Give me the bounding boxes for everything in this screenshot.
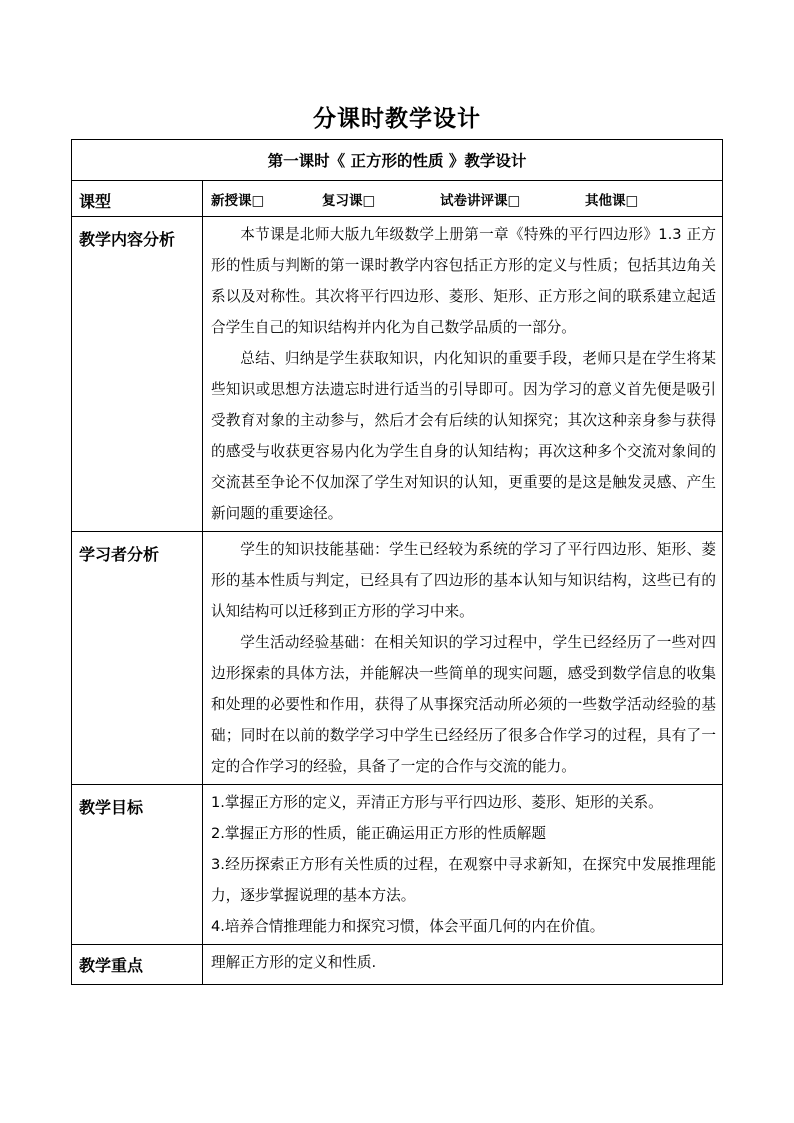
objective-item: 3.经历探索正方形有关性质的过程，在观察中寻求新知，在探究中发展推理能力，逐步掌握说理的基本方法。 [211, 856, 717, 904]
learner-analysis-paragraph: 学生的知识技能基础：学生已经较为系统的学习了平行四边形、矩形、菱形的基本性质与判定，已经具有了四边形的基本认知与知识结构，这些已有的认知结构可以迁移到正方形的学习中来。 [211, 541, 717, 620]
content-analysis-body [203, 217, 723, 532]
objective-item: 2.掌握正方形的性质，能正确运用正方形的性质解题 [211, 825, 546, 842]
lesson-type-options [211, 189, 722, 209]
key-points-row [72, 945, 723, 985]
lesson-header: 第一课时《 正方形的性质 》教学设计 [72, 140, 723, 181]
page-title: 分课时教学设计 [313, 106, 481, 132]
lesson-type-option-exam-review[interactable]: 试卷讲评课□ [440, 192, 521, 209]
objectives-body [203, 785, 723, 945]
lesson-plan-table [71, 139, 723, 985]
learner-analysis-body [203, 532, 723, 785]
learner-analysis-paragraph: 学生活动经验基础：在相关知识的学习过程中，学生已经经历了一些对四边形探索的具体方法，并能解决一些简单的现实问题，感受到数学信息的收集和处理的必要性和作用，获得了从事探究活动所必须的一些数学活动经验的基础；同时在以前的数学学习中学生已经经历了很多合作学习的过程，具有了一定的合作学习的经验，具备了一定的合作与交流的能力。 [211, 634, 717, 775]
content-analysis-row [72, 217, 723, 532]
learner-analysis-label: 学习者分析 [72, 532, 203, 785]
content-analysis-paragraph: 总结、归纳是学生获取知识，内化知识的重要手段，老师只是在学生将某些知识或思想方法遗忘时进行适当的引导即可。因为学习的意义首先便是吸引受教育对象的主动参与，然后才会有后续的认知探究；其次这种亲身参与获得的感受与收获更容易内化为学生自身的认知结构；再次这种多个交流对象间的交流甚至争论不仅加深了学生对知识的认知，更重要的是这是触发灵感、产生新问题的重要途径。 [211, 350, 717, 522]
learner-analysis-row [72, 532, 723, 785]
key-points-text: 理解正方形的定义和性质. [203, 945, 723, 985]
lesson-type-option-other[interactable]: 其他课□ [585, 192, 639, 209]
key-points-label: 教学重点 [72, 945, 203, 985]
content-analysis-paragraph: 本节课是北师大版九年级数学上册第一章《特殊的平行四边形》1.3 正方形的性质与判断的第一课时教学内容包括正方形的定义与性质；包括其边角关系以及对称性。其次将平行四边形、菱形、矩形、正方形之间的联系建立起适合学生自己的知识结构并内化为自己数学品质的一部分。 [211, 226, 717, 336]
content-analysis-label: 教学内容分析 [72, 217, 203, 532]
objectives-label: 教学目标 [72, 785, 203, 945]
objective-item: 1.掌握正方形的定义，弄清正方形与平行四边形、菱形、矩形的关系。 [211, 794, 663, 811]
lesson-type-option-new[interactable]: 新授课□ [211, 192, 265, 209]
lesson-header-row [72, 140, 723, 181]
objectives-row [72, 785, 723, 945]
lesson-type-row [72, 181, 723, 217]
lesson-type-option-review[interactable]: 复习课□ [322, 192, 376, 209]
lesson-type-label: 课型 [72, 181, 203, 217]
objective-item: 4.培养合情推理能力和探究习惯，体会平面几何的内在价值。 [211, 918, 605, 935]
